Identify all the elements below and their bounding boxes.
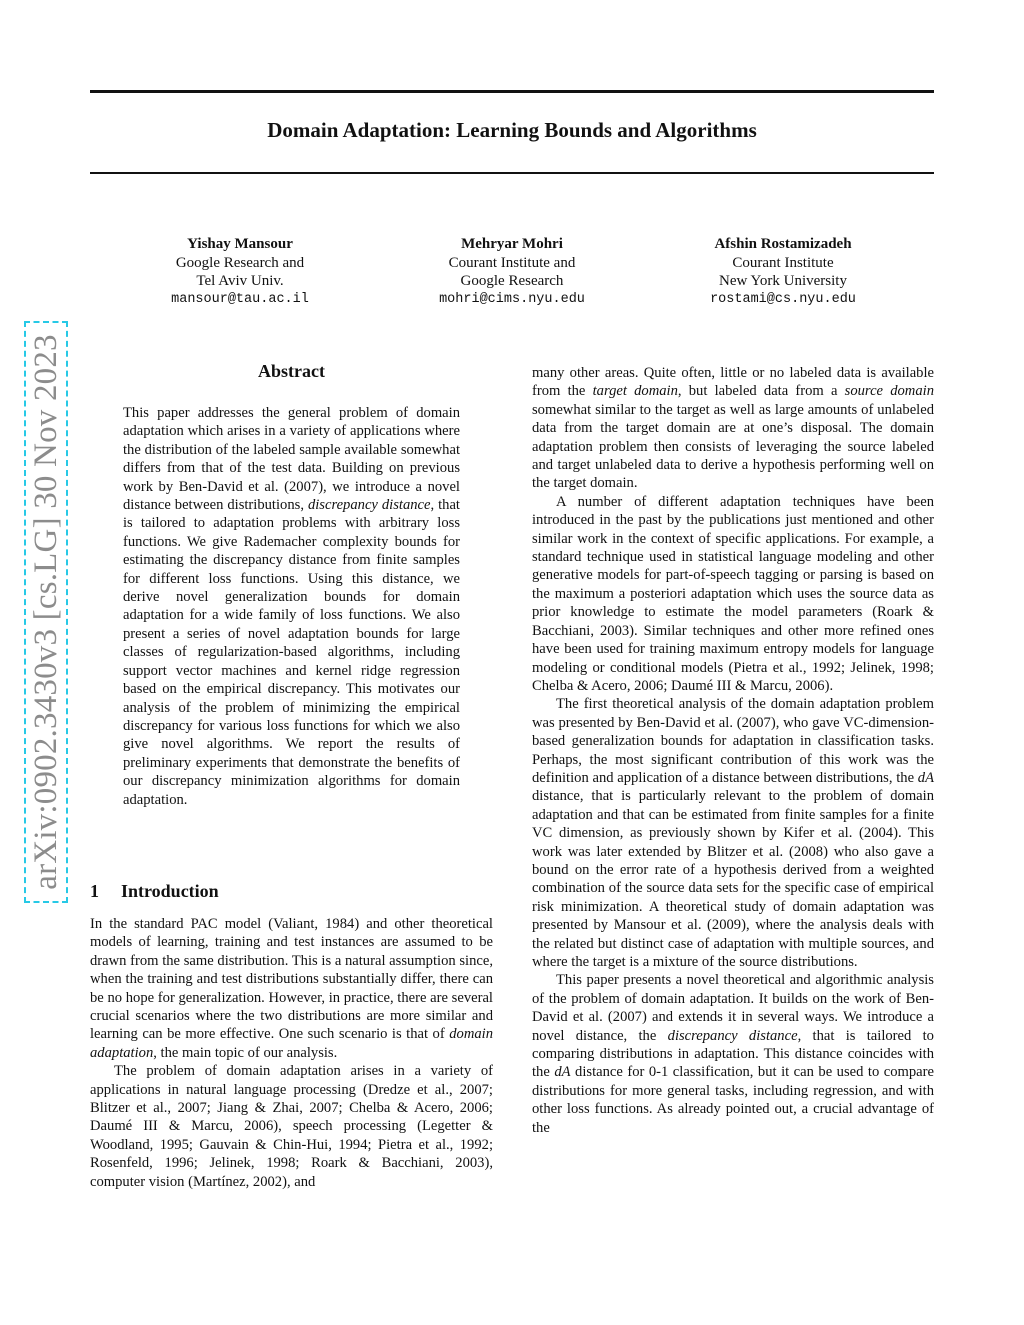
author-email: rostami@cs.nyu.edu <box>710 291 856 307</box>
author-block <box>110 235 370 309</box>
author-affiliation: Courant Institute and <box>448 254 576 271</box>
author-affiliation: Google Research and <box>175 254 305 271</box>
text-run: , that is tailored to adaptation problems with arbitrary loss functions. We give Rademacher complexity bounds for estimating the discrepancy distance from finite samples for different loss functions. Using this distance, we derive novel generalization bounds for domain adaptation for a wide family of loss functions. We also present a series of novel adaptation bounds for large classes of regularization-based algorithms, including support vector machines and kernel ridge regression based on the empirical discrepancy. This motivates our analysis of the problem of minimizing the empirical discrepancy for various loss functions for which we also give novel algorithms. We report the results of preliminary experiments that demonstrate the benefits of our discrepancy minimization algorithms for domain adaptation. <box>123 497 460 808</box>
paragraph: The problem of domain adaptation arises in a variety of applications in natural language processing (Dredze et al., 2007; Blitzer et al., 2007; Jiang & Zhai, 2007; Chelba & Acero, 2006; Daumé III & Marcu, 2006), speech processing (Legetter & Woodland, 1995; Gauvain & Chin-Hui, 1994; Pietra et al., 1992; Rosenfeld, 1996; Jelinek, 1998; Roark & Bacchiani, 2003), computer vision (Martínez, 2002), and <box>90 1063 493 1190</box>
paragraph: A number of different adaptation techniques have been introduced in the past by the publications just mentioned and other similar work in the context of specific applications. For example, a standard technique used in statistical language modeling and other generative models for part-of-speech tagging or parsing is based on the maximum a posteriori adaptation which uses the source data as prior knowledge to estimate the model parameters (Roark & Bacchiani, 2003). Similar techniques and other more refined ones have been used for training maximum entropy models for language modeling or conditional models (Pietra et al., 1992; Jelinek, 1998; Chelba & Acero, 2006; Daumé III & Marcu, 2006). <box>532 493 934 694</box>
author-name: Afshin Rostamizadeh <box>714 236 852 252</box>
title-rule-bottom <box>90 172 934 174</box>
author-affiliation: Tel Aviv Univ. <box>196 273 284 289</box>
abstract-paragraph <box>123 404 460 809</box>
author-email: mohri@cims.nyu.edu <box>439 291 585 307</box>
math-symbol: dA <box>554 1064 571 1081</box>
math-symbol: dA <box>917 769 934 786</box>
text-run: many other areas. Quite often, little or no labeled data is available from the <box>532 365 934 400</box>
text-run: This paper presents a novel theoretical and algorithmic analysis of the problem of domain adaptation. It builds on the work of Ben-David et al. (2007) and extends it in several ways. We introduce a novel distance, the <box>532 972 934 1044</box>
author-block <box>382 235 642 309</box>
section-title: Introduction <box>121 881 219 901</box>
emphasis-text: source domain <box>844 383 934 400</box>
author-email: mansour@tau.ac.il <box>171 291 309 307</box>
section-heading <box>90 881 219 902</box>
section-number: 1 <box>90 881 99 901</box>
abstract-heading: Abstract <box>258 361 325 381</box>
text-run: In the standard PAC model (Valiant, 1984) and other theoretical models of learning, training and test instances are assumed to be drawn from the same distribution. This is a natural assumption since, when the training and test distributions substantially differ, there can be no hope for generalization. However, in practice, there are several crucial scenarios where the two distributions are more similar and learning can be more effective. One such scenario is that of <box>90 916 493 1043</box>
author-name: Mehryar Mohri <box>461 236 563 252</box>
author-block <box>653 235 913 309</box>
left-column <box>90 915 493 1191</box>
text-run: distance, that is particularly relevant to the problem of domain adaptation and that can be estimated from finite samples for a finite VC dimension, as previously shown by Kifer et al. (2004). This work was later extended by Blitzer et al. (2008) who also gave a bound on the error rate of a hypothesis derived from a weighted combination of the source data sets for the specific case of empirical risk minimization. A theoretical study of domain adaptation was presented by Mansour et al. (2009), where the analysis deals with the related but distinct case of adaptation with multiple sources, and where the target is a mixture of the source distributions. <box>532 788 934 970</box>
paragraph <box>532 971 934 1137</box>
author-affiliation: Google Research <box>460 273 564 289</box>
paragraph <box>532 695 934 971</box>
arxiv-stamp-text: arXiv:0902.3430v3 [cs.LG] 30 Nov 2023 <box>24 321 68 903</box>
paragraph <box>90 915 493 1062</box>
text-run: , but labeled data from a <box>677 383 845 400</box>
paper-title: Domain Adaptation: Learning Bounds and Algorithms <box>267 118 757 142</box>
emphasis-text: domain adaptation <box>90 1026 493 1061</box>
text-run: , the main topic of our analysis. <box>153 1044 338 1061</box>
emphasis-text: discrepancy distance <box>307 497 431 514</box>
paragraph <box>532 364 934 493</box>
right-column <box>532 364 934 1137</box>
title-rule-top <box>90 90 934 93</box>
author-affiliation: Courant Institute <box>732 254 834 271</box>
emphasis-text: target domain <box>592 383 678 400</box>
author-affiliation: New York University <box>719 273 847 289</box>
text-run: This paper addresses the general problem of domain adaptation which arises in a variety of applications where the distribution of the labeled sample available somewhat differs from that of the test data. Building on previous work by Ben-David et al. (2007), we introduce a novel distance between distributions, <box>123 405 460 514</box>
text-run: distance for 0-1 classification, but it can be used to compare distributions for more general tasks, including regression, and with other loss functions. As already pointed out, a crucial advantage of the <box>532 1064 934 1136</box>
text-run: The first theoretical analysis of the domain adaptation problem was presented by Ben-David et al. (2007), who gave VC-dimension-based generalization bounds for adaptation in classification tasks. Perhaps, the most significant contribution of this work was the definition and application of a distance between distributions, the <box>532 696 934 786</box>
author-name: Yishay Mansour <box>187 236 293 252</box>
text-run: somewhat similar to the target as well as large amounts of unlabeled data from the target domain are at one’s disposal. The domain adaptation problem then consists of leveraging the source labeled and target unlabeled data to derive a hypothesis performing well on the target domain. <box>532 401 934 492</box>
text-run: , that is tailored to comparing distributions in adaptation. This distance coincides with the <box>532 1027 934 1081</box>
emphasis-text: discrepancy distance <box>667 1027 798 1044</box>
